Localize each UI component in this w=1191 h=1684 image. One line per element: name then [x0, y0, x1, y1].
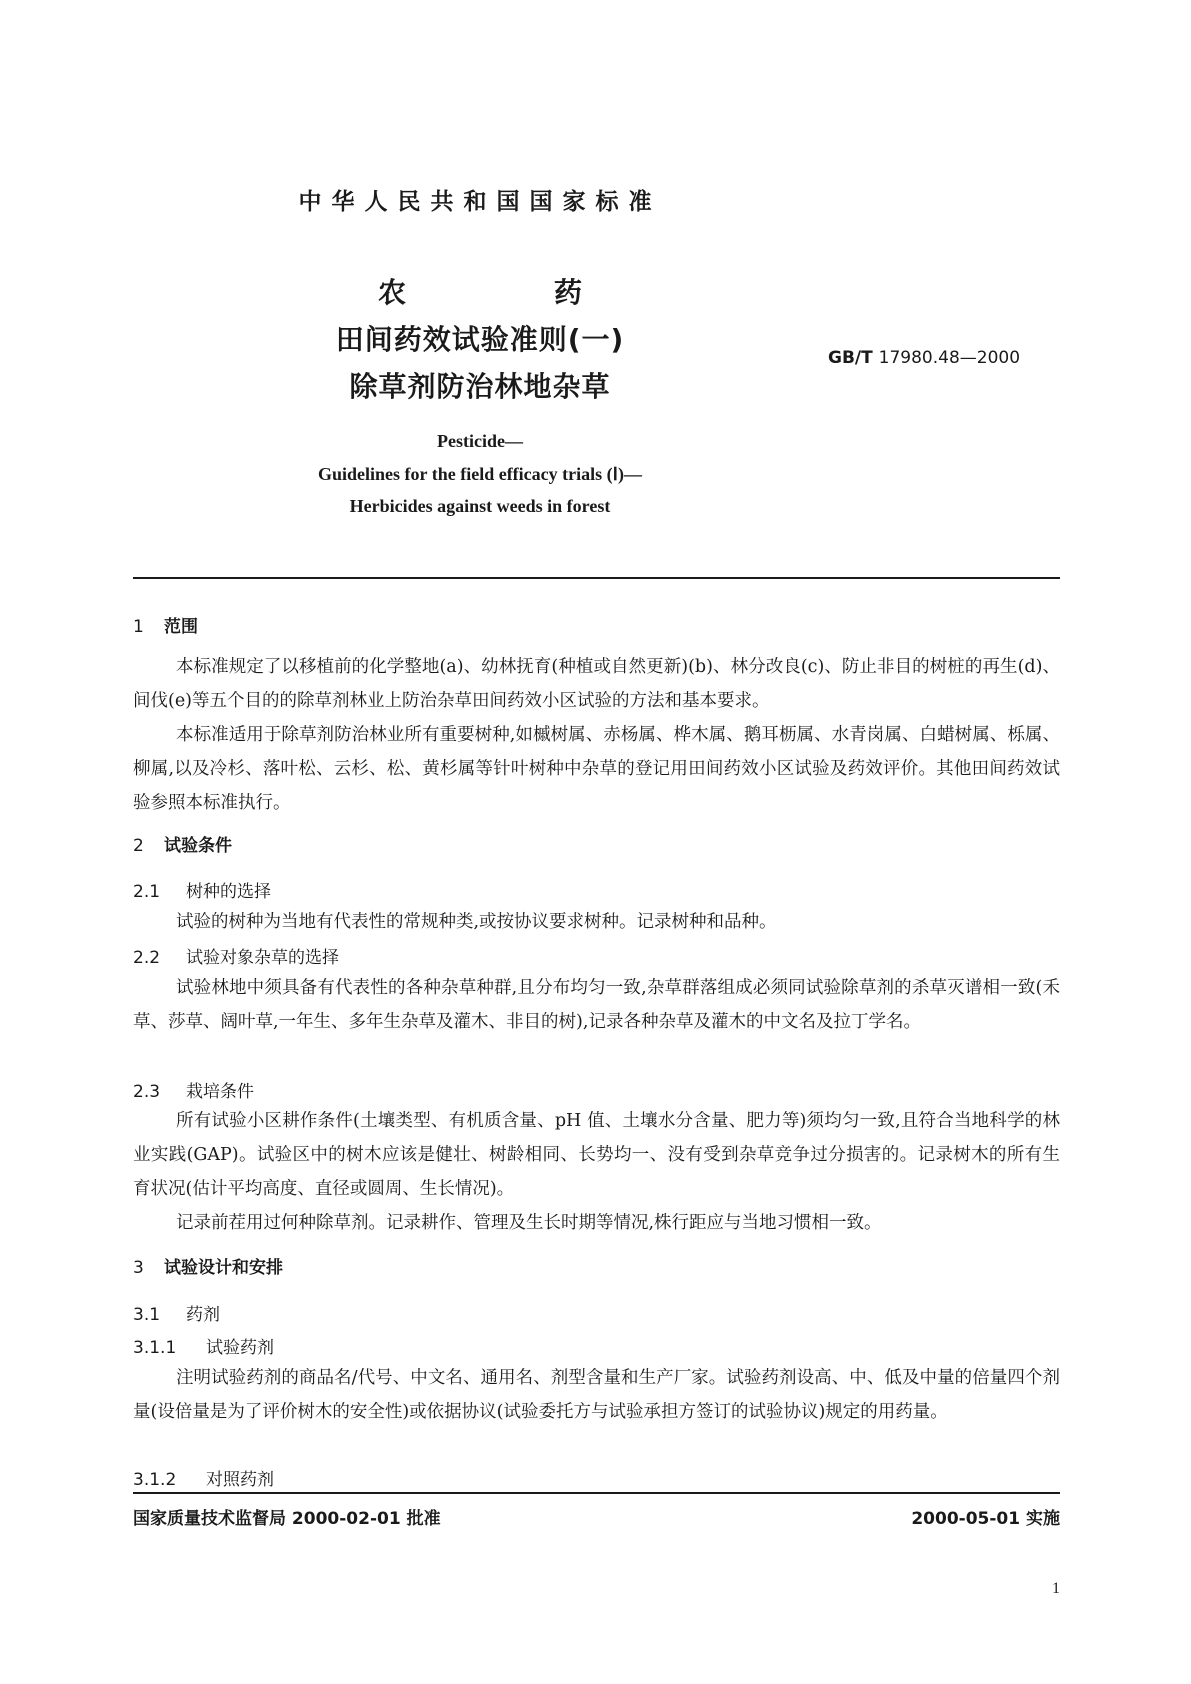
section-title: 药剂	[186, 1305, 220, 1325]
section-title: 范围	[164, 617, 198, 637]
standard-code-number: 17980.48—2000	[878, 348, 1021, 368]
section-3-heading	[133, 1253, 283, 1278]
implementation-date: 2000-05-01 实施	[911, 1509, 1060, 1529]
standard-code-prefix: GB/T	[828, 348, 873, 368]
section-2-2-heading	[133, 943, 339, 968]
section-1-heading	[133, 612, 198, 637]
english-title-line-2: Guidelines for the field efficacy trials (Ⅰ)—	[318, 464, 642, 484]
section-2-3-paragraph-1: 所有试验小区耕作条件(土壤类型、有机质含量、pH 值、土壤水分含量、肥力等)须均匀一致,且符合当地科学的林业实践(GAP)。试验区中的树木应该是健壮、树龄相同、长势均一、没有受到杂草竞争过分损害的。记录树木的所有生育状况(估计平均高度、直径或圆周、生长情况)。	[133, 1111, 1060, 1199]
header-divider	[133, 577, 1060, 579]
english-title-line-3: Herbicides against weeds in forest	[349, 496, 611, 516]
section-3-1-2-heading	[133, 1465, 274, 1490]
section-3-1-1-paragraph: 注明试验药剂的商品名/代号、中文名、通用名、剂型含量和生产厂家。试验药剂设高、中、低及中量的倍量四个剂量(设倍量是为了评价树木的安全性)或依据协议(试验委托方与试验承担方签订的试验协议)规定的用药量。	[133, 1368, 1060, 1422]
section-title: 试验设计和安排	[164, 1258, 283, 1278]
section-number: 2.2	[133, 948, 161, 968]
section-number: 2.1	[133, 882, 161, 902]
section-number: 2.3	[133, 1082, 161, 1102]
section-2-3-heading	[133, 1077, 254, 1102]
section-number: 1	[133, 617, 144, 637]
section-2-heading	[133, 831, 232, 856]
title-line-1: 农 药	[377, 276, 642, 309]
section-2-1-heading	[133, 877, 271, 902]
title-line-2: 田间药效试验准则(一)	[335, 323, 625, 356]
section-title: 试验条件	[164, 836, 232, 856]
section-title: 栽培条件	[186, 1082, 254, 1102]
section-title: 试验对象杂草的选择	[186, 948, 339, 968]
section-number: 3	[133, 1258, 144, 1278]
section-1-paragraph-2: 本标准适用于除草剂防治林业所有重要树种,如槭树属、赤杨属、桦木属、鹅耳枥属、水青岗属、白蜡树属、栎属、柳属,以及冷杉、落叶松、云杉、松、黄杉属等针叶树种中杂草的登记用田间药效小区试验及药效评价。其他田间药效试验参照本标准执行。	[133, 725, 1060, 813]
section-3-1-1-heading	[133, 1333, 274, 1358]
section-number: 2	[133, 836, 144, 856]
national-standard-label: 中华人民共和国国家标准	[298, 189, 662, 215]
section-2-1-paragraph: 试验的树种为当地有代表性的常规种类,或按协议要求树种。记录树种和品种。	[176, 912, 777, 932]
section-title: 试验药剂	[206, 1338, 274, 1358]
section-number: 3.1	[133, 1305, 161, 1325]
page-number: 1	[1052, 1580, 1060, 1597]
section-3-1-heading	[133, 1300, 220, 1325]
section-2-2-paragraph: 试验林地中须具备有代表性的各种杂草种群,且分布均匀一致,杂草群落组成必须同试验除草剂的杀草灭谱相一致(禾草、莎草、阔叶草,一年生、多年生杂草及灌木、非目的树),记录各种杂草及灌木的中文名及拉丁学名。	[133, 978, 1060, 1032]
section-2-3-paragraph-2: 记录前茬用过何种除草剂。记录耕作、管理及生长时期等情况,株行距应与当地习惯相一致。	[176, 1213, 882, 1233]
section-1-paragraph-1: 本标准规定了以移植前的化学整地(a)、幼林抚育(种植或自然更新)(b)、林分改良(c)、防止非目的树桩的再生(d)、间伐(e)等五个目的的除草剂林业上防治杂草田间药效小区试验的方法和基本要求。	[133, 657, 1060, 711]
approval-date: 国家质量技术监督局 2000-02-01 批准	[133, 1509, 441, 1529]
title-line-3: 除草剂防治林地杂草	[349, 370, 611, 403]
section-title: 树种的选择	[186, 882, 271, 902]
english-title-line-1: Pesticide—	[437, 431, 523, 451]
section-title: 对照药剂	[206, 1470, 274, 1490]
standard-code	[828, 348, 1020, 368]
section-number: 3.1.2	[133, 1470, 177, 1490]
footer-divider	[133, 1492, 1060, 1494]
section-number: 3.1.1	[133, 1338, 177, 1358]
